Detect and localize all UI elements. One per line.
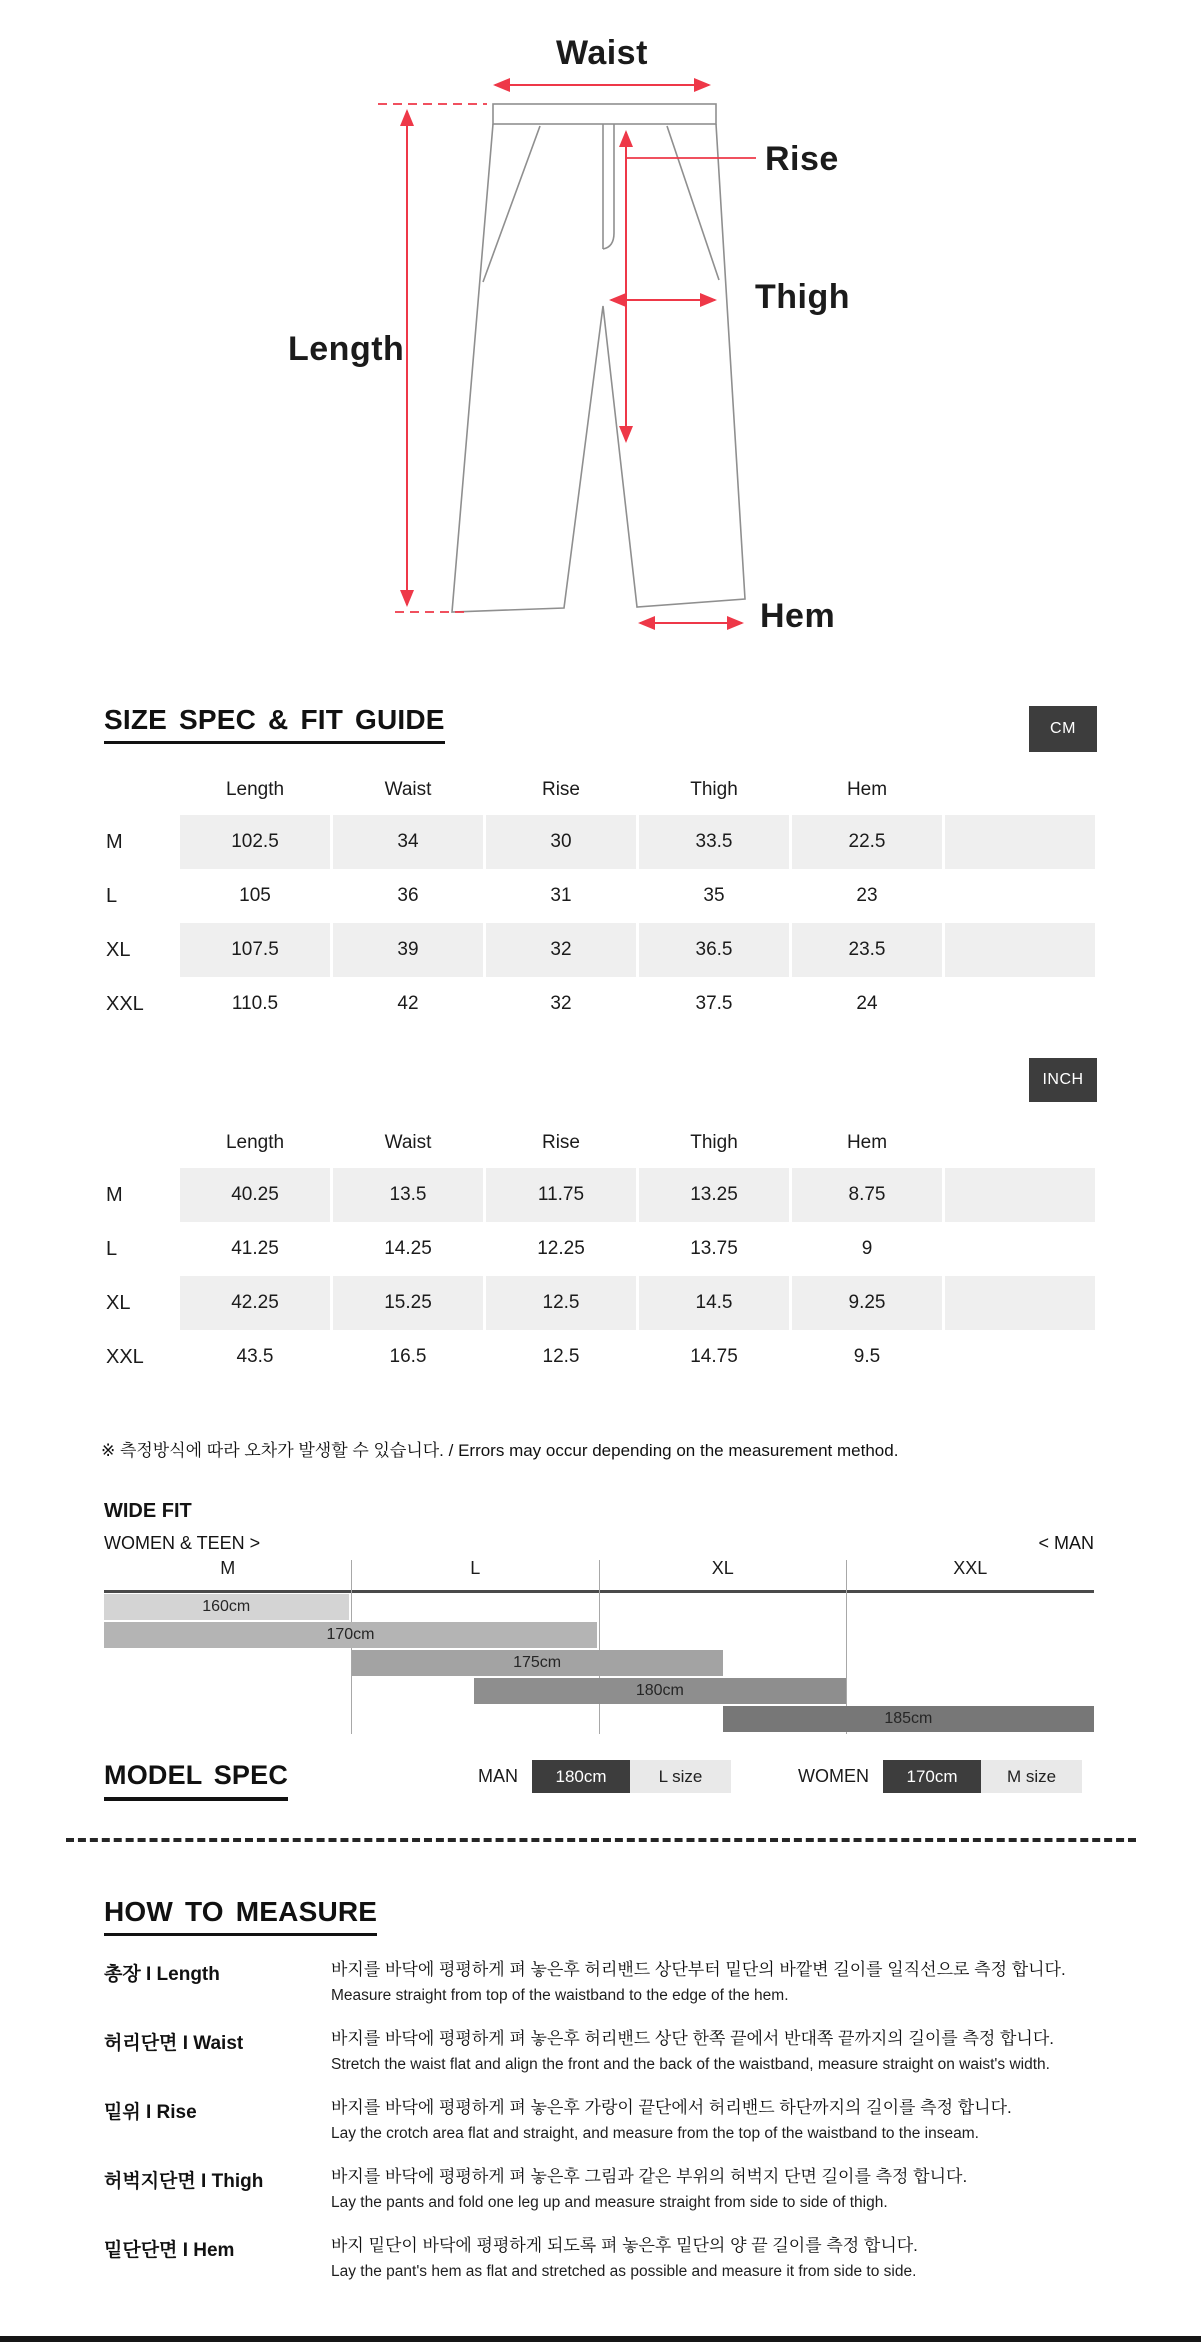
- height-bar-175cm: [352, 1650, 723, 1676]
- table-cell: 23: [856, 885, 878, 906]
- man-height-badge: 180cm: [532, 1760, 630, 1793]
- women-teen-direction-label: WOMEN & TEEN >: [104, 1533, 261, 1553]
- table-cell-empty: [945, 923, 1095, 977]
- measure-text-kr: 바지를 바닥에 평평하게 펴 놓은후 허리밴드 상단 한쪽 끝에서 반대쪽 끝까지의 길이를 측정 합니다.: [331, 2029, 1055, 2048]
- col-header-length: Length: [225, 1132, 285, 1153]
- measure-label: 허벅지단면 I Thigh: [104, 2171, 264, 2192]
- measure-row-thigh: [104, 2165, 1114, 2214]
- table-cell: 14.75: [690, 1346, 738, 1367]
- women-size-badge: M size: [981, 1760, 1082, 1793]
- table-cell: 36.5: [639, 923, 789, 977]
- thigh-measure-label: Thigh: [755, 278, 851, 316]
- col-header-hem: Hem: [846, 779, 888, 800]
- col-header-length: Length: [225, 779, 285, 800]
- waist-measure-label: Waist: [556, 34, 648, 72]
- fit-size-l: L: [470, 1558, 481, 1578]
- pants-outline-drawing: [0, 0, 1201, 700]
- measure-text-en: Stretch the waist flat and align the front and the back of the waistband, measure straight on waist's width.: [331, 2056, 1050, 2073]
- table-cell: 30: [486, 815, 636, 869]
- corner-cell: [104, 765, 177, 815]
- table-cell: 33.5: [639, 815, 789, 869]
- table-cell: 22.5: [792, 815, 942, 869]
- measure-row-hem: [104, 2234, 1114, 2283]
- table-cell: 13.5: [333, 1168, 483, 1222]
- bar-label: 175cm: [513, 1654, 562, 1671]
- model-spec-woman: [798, 1760, 1082, 1793]
- measure-text-kr: 바지를 바닥에 평평하게 펴 놓은후 그림과 같은 부위의 허벅지 단면 길이를 측정 합니다.: [331, 2167, 968, 2186]
- table-cell: 43.5: [236, 1346, 274, 1367]
- col-header-hem: Hem: [846, 1132, 888, 1153]
- col-header-thigh: Thigh: [690, 779, 738, 800]
- fit-size-xl: XL: [711, 1558, 734, 1578]
- measure-text-kr: 바지를 바닥에 평평하게 펴 놓은후 가랑이 끝단에서 허리밴드 하단까지의 길이를 측정 합니다.: [331, 2098, 1012, 2117]
- table-cell: 42.25: [180, 1276, 330, 1330]
- fit-chart-divider: [599, 1560, 600, 1734]
- col-header-waist: Waist: [384, 1132, 432, 1153]
- measure-label: 밑위 I Rise: [104, 2102, 197, 2123]
- col-header-empty: [945, 765, 1095, 815]
- table-cell: 9: [861, 1238, 873, 1259]
- measure-text-en: Lay the crotch area flat and straight, and measure from the top of the waistband to the inseam.: [331, 2125, 979, 2142]
- table-cell: 32: [486, 923, 636, 977]
- measure-text-kr: 바지를 바닥에 평평하게 펴 놓은후 허리밴드 상단부터 밑단의 바깥변 길이를 일직선으로 측정 합니다.: [331, 1960, 1066, 1979]
- table-cell: 37.5: [695, 993, 733, 1014]
- wide-fit-title: WIDE FIT: [104, 1500, 192, 1522]
- table-cell: 12.5: [486, 1276, 636, 1330]
- table-cell-empty: [945, 869, 1095, 923]
- table-cell: 41.25: [231, 1238, 279, 1259]
- table-cell: 9.5: [853, 1346, 881, 1367]
- size-row-label: M: [106, 831, 123, 853]
- measure-label: 총장 I Length: [104, 1964, 220, 1985]
- size-row-label: XXL: [106, 1346, 144, 1368]
- measure-label: 밑단단면 I Hem: [104, 2240, 235, 2261]
- table-cell: 14.25: [384, 1238, 432, 1259]
- table-cell: 36: [397, 885, 419, 906]
- table-cell: 31: [550, 885, 572, 906]
- height-fit-chart: [104, 1558, 1094, 1736]
- table-cell: 8.75: [792, 1168, 942, 1222]
- size-row-label: M: [106, 1184, 123, 1206]
- col-header-empty: [945, 1118, 1095, 1168]
- height-bar-170cm: [104, 1622, 597, 1648]
- table-cell: 40.25: [180, 1168, 330, 1222]
- height-bar-185cm: [723, 1706, 1094, 1732]
- table-cell-empty: [945, 815, 1095, 869]
- hem-measure-label: Hem: [760, 597, 836, 635]
- table-cell-empty: [945, 1330, 1095, 1384]
- table-cell: 32: [550, 993, 572, 1014]
- table-cell: 23.5: [792, 923, 942, 977]
- section-divider: [66, 1838, 1136, 1842]
- table-cell: 12.5: [542, 1346, 580, 1367]
- fit-size-xxl: XXL: [953, 1558, 988, 1578]
- table-cell: 107.5: [180, 923, 330, 977]
- cm-unit-badge: CM: [1029, 706, 1097, 752]
- measure-row-waist: [104, 2027, 1114, 2076]
- model-spec-man: [478, 1760, 731, 1793]
- table-cell-empty: [945, 977, 1095, 1031]
- pants-measure-diagram: [0, 0, 1201, 700]
- rise-measure-label: Rise: [765, 140, 839, 178]
- man-direction-label: < MAN: [1038, 1533, 1094, 1553]
- women-height-badge: 170cm: [883, 1760, 981, 1793]
- table-cell: 12.25: [537, 1238, 585, 1259]
- table-cell: 13.75: [690, 1238, 738, 1259]
- size-row-label: L: [106, 885, 118, 907]
- women-label: WOMEN: [798, 1766, 869, 1786]
- size-row-label: XXL: [106, 993, 144, 1015]
- size-spec-heading: SIZE SPEC & FIT GUIDE: [104, 704, 445, 744]
- table-cell: 110.5: [231, 993, 279, 1014]
- length-measure-label: Length: [288, 330, 405, 368]
- table-cell: 34: [333, 815, 483, 869]
- table-cell-empty: [945, 1168, 1095, 1222]
- model-spec-heading: MODEL SPEC: [104, 1760, 288, 1801]
- measure-instructions: [104, 1958, 1114, 2303]
- corner-cell: [104, 1118, 177, 1168]
- size-row-label: XL: [106, 939, 131, 961]
- col-header-rise: Rise: [541, 779, 580, 800]
- fit-size-m: M: [220, 1558, 236, 1578]
- bar-label: 185cm: [884, 1710, 933, 1727]
- inch-unit-badge: INCH: [1029, 1058, 1097, 1102]
- bar-label: 160cm: [202, 1598, 251, 1615]
- table-cell-empty: [945, 1276, 1095, 1330]
- table-cell: 16.5: [389, 1346, 427, 1367]
- table-cell: 39: [333, 923, 483, 977]
- size-row-label: L: [106, 1238, 118, 1260]
- table-cell: 105: [239, 885, 271, 906]
- man-label: MAN: [478, 1766, 518, 1786]
- measure-text-en: Measure straight from top of the waistband to the edge of the hem.: [331, 1987, 789, 2004]
- measure-label: 허리단면 I Waist: [104, 2033, 244, 2054]
- table-cell: 13.25: [639, 1168, 789, 1222]
- height-bar-180cm: [474, 1678, 845, 1704]
- measure-text-en: Lay the pants and fold one leg up and measure straight from side to side of thigh.: [331, 2194, 888, 2211]
- bar-label: 170cm: [326, 1626, 375, 1643]
- size-row-label: XL: [106, 1292, 131, 1314]
- height-bar-160cm: [104, 1594, 349, 1620]
- man-size-badge: L size: [630, 1760, 731, 1793]
- size-table-cm: [104, 765, 1095, 1031]
- measure-row-length: [104, 1958, 1114, 2007]
- table-cell-empty: [945, 1222, 1095, 1276]
- measure-row-rise: [104, 2096, 1114, 2145]
- bar-label: 180cm: [635, 1682, 684, 1699]
- col-header-waist: Waist: [384, 779, 432, 800]
- table-cell: 14.5: [639, 1276, 789, 1330]
- table-cell: 24: [856, 993, 878, 1014]
- measure-text-en: Lay the pant's hem as flat and stretched as possible and measure it from side to side.: [331, 2263, 917, 2280]
- measurement-error-note: ※ 측정방식에 따라 오차가 발생할 수 있습니다. / Errors may occur depending on the measurement method.: [101, 1441, 899, 1460]
- how-to-measure-heading: HOW TO MEASURE: [104, 1896, 377, 1936]
- table-cell: 15.25: [333, 1276, 483, 1330]
- col-header-thigh: Thigh: [690, 1132, 738, 1153]
- table-cell: 102.5: [180, 815, 330, 869]
- table-cell: 11.75: [486, 1168, 636, 1222]
- table-cell: 35: [703, 885, 725, 906]
- table-cell: 42: [397, 993, 419, 1014]
- measure-text-kr: 바지 밑단이 바닥에 평평하게 되도록 펴 놓은후 밑단의 양 끝 길이를 측정 합니다.: [331, 2236, 918, 2255]
- image-bottom-edge: [0, 2336, 1201, 2342]
- size-table-inch: [104, 1118, 1095, 1384]
- table-cell: 9.25: [792, 1276, 942, 1330]
- col-header-rise: Rise: [541, 1132, 580, 1153]
